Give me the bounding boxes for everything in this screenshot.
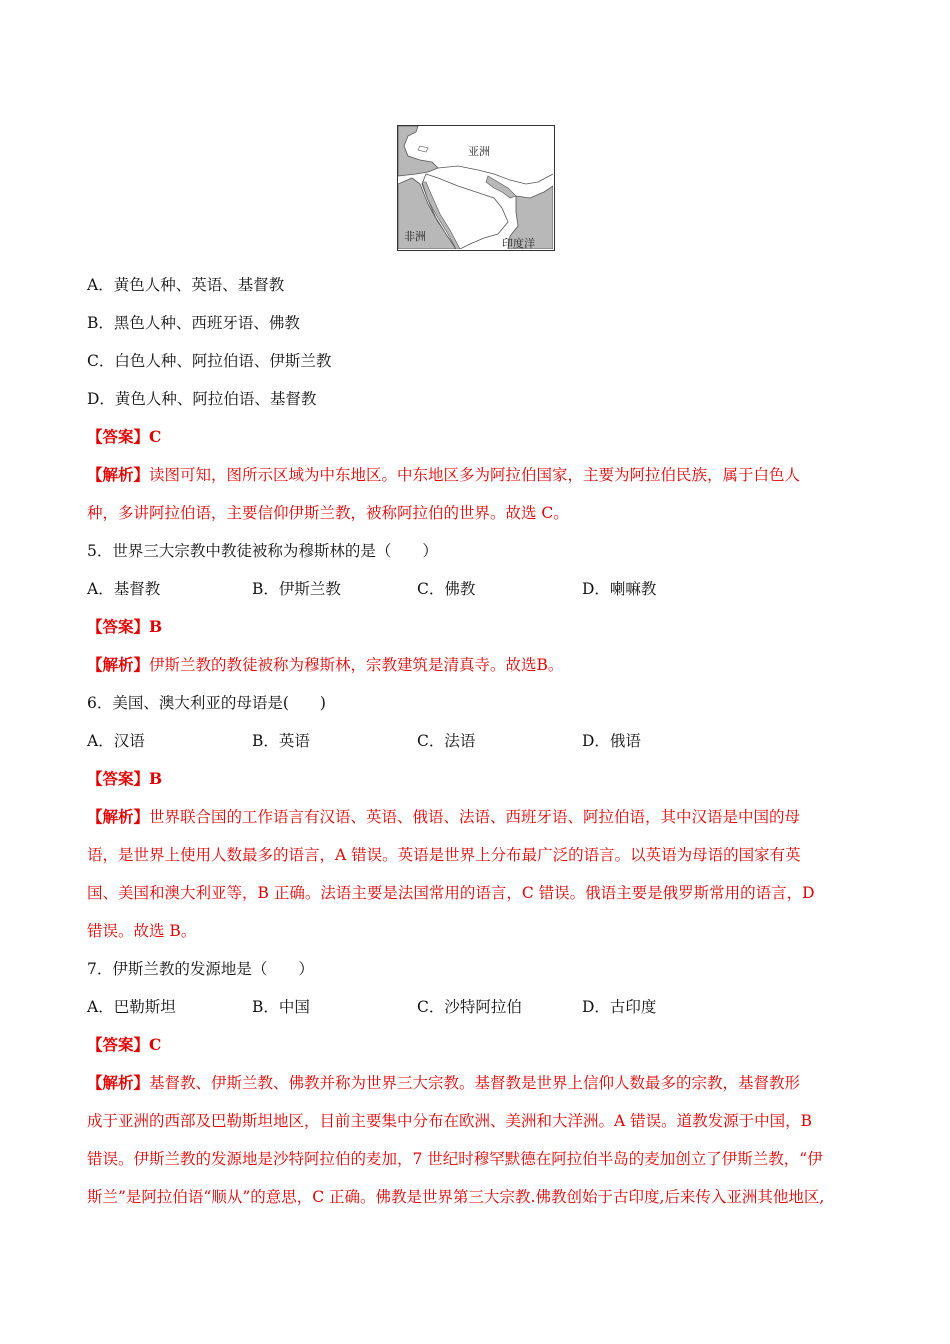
q5-answer: [87, 617, 162, 637]
q7-analysis-line-4: 斯兰”是阿拉伯语“顺从”的意思，C 正确。佛教是世界第三大宗教.佛教创始于古印度,后来传入亚洲其他地区,: [87, 1188, 825, 1206]
q6-option-d: D．俄语: [582, 732, 641, 750]
analysis-text: 基督教、伊斯兰教、佛教并称为世界三大宗教。基督教是世界上信仰人数最多的宗教，基督教形: [149, 1074, 801, 1092]
q5-option-c: C．佛教: [417, 580, 476, 598]
q7-analysis-line-2: 成于亚洲的西部及巴勒斯坦地区，目前主要集中分布在欧洲、美洲和大洋洲。A 错误。道教发源于中国，B: [87, 1112, 813, 1130]
q6-answer: [87, 769, 162, 789]
q6-option-a: A．汉语: [87, 732, 145, 750]
map-graphic: [398, 126, 553, 249]
q6-analysis-line-1: [87, 807, 800, 827]
answer-value: C: [149, 1035, 162, 1054]
q6-analysis-line-2: 语，是世界上使用人数最多的语言，A 错误。英语是世界上分布最广泛的语言。以英语为母语的国家有英: [87, 846, 801, 864]
q5-option-b: B．伊斯兰教: [252, 580, 341, 598]
q4-option-a: A．黄色人种、英语、基督教: [87, 276, 285, 294]
map-label-asia: 亚洲: [468, 145, 490, 158]
q4-answer: [87, 427, 161, 447]
answer-label: 【答案】: [87, 617, 150, 636]
q6-stem: 6．美国、澳大利亚的母语是( ): [87, 694, 326, 712]
q7-answer: [87, 1035, 161, 1055]
answer-label: 【答案】: [87, 427, 150, 446]
analysis-label: 【解析】: [87, 465, 150, 484]
q7-analysis-line-3: 错误。伊斯兰教的发源地是沙特阿拉伯的麦加，7 世纪时穆罕默德在阿拉伯半岛的麦加创立了伊斯兰教，“伊: [87, 1150, 823, 1168]
q6-analysis-line-4: 错误。故选 B。: [87, 922, 197, 940]
q6-analysis-line-3: 国、美国和澳大利亚等，B 正确。法语主要是法国常用的语言，C 错误。俄语主要是俄罗斯常用的语言，D: [87, 884, 815, 902]
q7-stem: 7．伊斯兰教的发源地是（ ）: [87, 960, 314, 978]
q7-option-d: D．古印度: [582, 998, 657, 1016]
q5-option-d: D．喇嘛教: [582, 580, 657, 598]
answer-value: B: [149, 617, 163, 636]
q7-option-a: A．巴勒斯坦: [87, 998, 176, 1016]
q5-stem: 5．世界三大宗教中教徒被称为穆斯林的是（ ）: [87, 542, 438, 560]
middle-east-map: [397, 125, 555, 251]
analysis-label: 【解析】: [87, 807, 150, 826]
analysis-text: 伊斯兰教的教徒被称为穆斯林，宗教建筑是清真寺。故选B。: [149, 656, 564, 674]
analysis-text: 读图可知，图所示区域为中东地区。中东地区多为阿拉伯国家，主要为阿拉伯民族，属于白色人: [149, 466, 801, 484]
analysis-label: 【解析】: [87, 1073, 150, 1092]
answer-label: 【答案】: [87, 769, 150, 788]
q7-analysis-line-1: [87, 1073, 800, 1093]
q4-option-c: C．白色人种、阿拉伯语、伊斯兰教: [87, 352, 332, 370]
answer-label: 【答案】: [87, 1035, 150, 1054]
q6-option-b: B．英语: [252, 732, 310, 750]
map-label-africa: 非洲: [404, 230, 426, 243]
q7-option-b: B．中国: [252, 998, 310, 1016]
q5-option-a: A．基督教: [87, 580, 161, 598]
q4-option-d: D．黄色人种、阿拉伯语、基督教: [87, 390, 317, 408]
q7-option-c: C．沙特阿拉伯: [417, 998, 522, 1016]
q4-option-b: B．黑色人种、西班牙语、佛教: [87, 314, 300, 332]
map-label-indian-ocean: 印度洋: [502, 237, 535, 249]
answer-value: C: [149, 427, 162, 446]
q5-analysis-line-1: [87, 655, 563, 675]
q4-analysis-line-1: [87, 465, 800, 485]
q4-analysis-line-2: 种，多讲阿拉伯语，主要信仰伊斯兰教，被称阿拉伯的世界。故选 C。: [87, 504, 569, 522]
analysis-label: 【解析】: [87, 655, 150, 674]
q6-option-c: C．法语: [417, 732, 476, 750]
answer-value: B: [149, 769, 163, 788]
analysis-text: 世界联合国的工作语言有汉语、英语、俄语、法语、西班牙语、阿拉伯语，其中汉语是中国的母: [149, 808, 801, 826]
